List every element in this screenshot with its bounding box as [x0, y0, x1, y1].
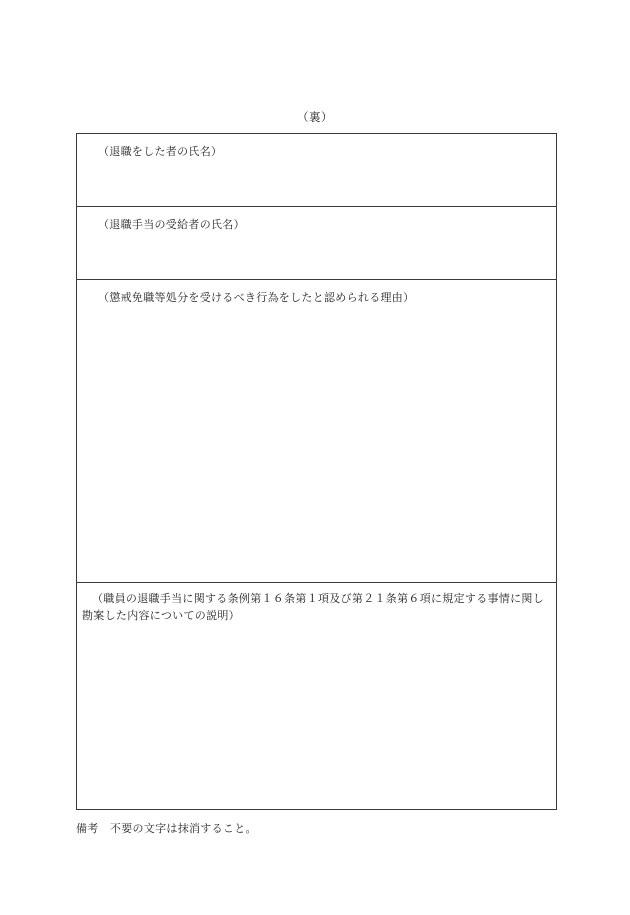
section-considerations-explanation [77, 583, 556, 809]
considerations-explanation-field[interactable] [77, 629, 556, 809]
retiree-name-field[interactable] [77, 162, 556, 206]
section-retiree-name [77, 134, 556, 207]
section-disciplinary-reason [77, 280, 556, 583]
section-label-recipient-name: （退職手当の受給者の氏名） [98, 218, 245, 231]
section-label-retiree-name: （退職をした者の氏名） [98, 145, 223, 158]
page-heading: （裏） [297, 110, 333, 124]
recipient-name-field[interactable] [77, 235, 556, 279]
section-label-disciplinary-reason: （懲戒免職等処分を受けるべき行為をしたと認められる理由） [98, 291, 415, 304]
remarks-note: 備考 不要の文字は抹消すること。 [76, 822, 257, 835]
disciplinary-reason-field[interactable] [77, 308, 556, 582]
section-recipient-name [77, 207, 556, 280]
form-table [76, 133, 557, 810]
section-label-considerations-explanation: （職員の退職手当に関する条例第１６条第１項及び第２１条第６項に規定する事情に関し勘案した内容についての説明） [82, 592, 544, 622]
